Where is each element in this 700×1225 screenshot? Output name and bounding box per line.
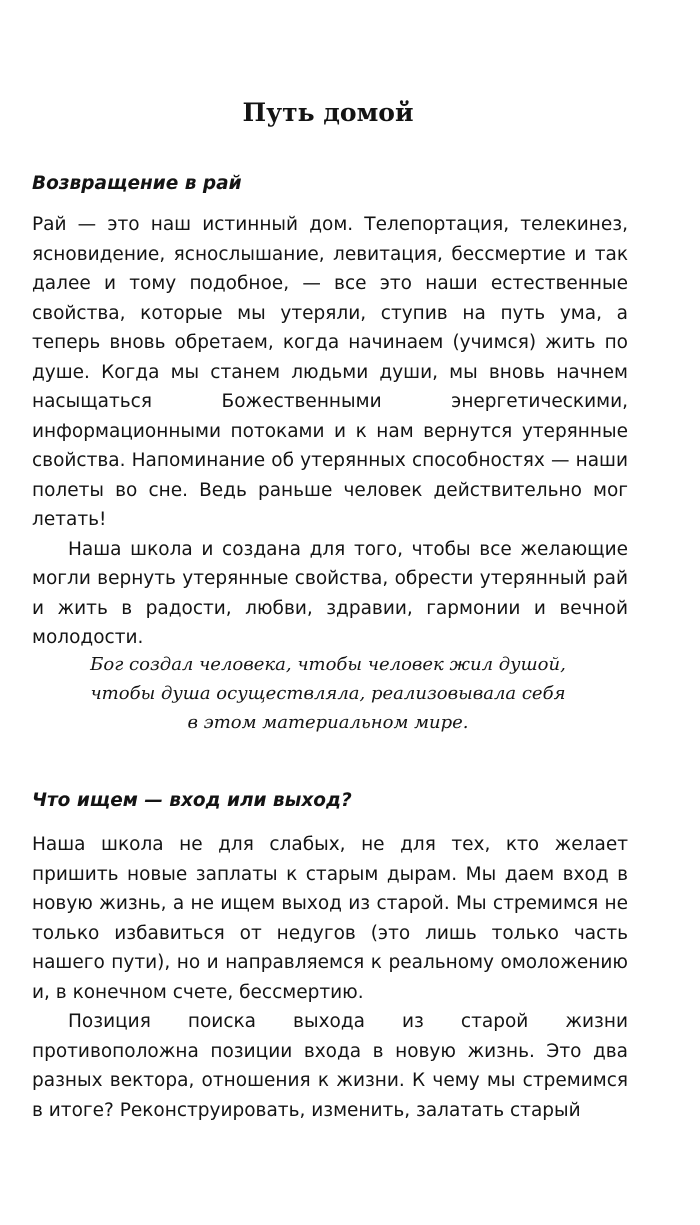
section-body-entrance-or-exit: [32, 830, 628, 1125]
paragraph: Рай — это наш истинный дом. Телепортация, телекинез, ясновидение, яснослышание, левитация, бессмертие и так далее и тому подобное, — все это наши естественные свойства, которые мы утеряли, ступив на путь ума, а теперь вновь обретаем, когда начинаем (учимся) жить по душе. Когда мы станем людьми души, мы вновь начнем насыщаться Божественными энергетическими, информационными потоками и к нам вернутся утерянные свойства. Напоминание об утерянных способностях — наши полеты во сне. Ведь раньше человек действительно мог летать!: [32, 214, 628, 530]
section-body-return-to-paradise: [32, 210, 628, 653]
section-heading-return-to-paradise: Возвращение в рай: [32, 173, 242, 194]
paragraph: Позиция поиска выхода из старой жизни противоположна позиции входа в новую жизнь. Это два разных вектора, отношения к жизни. К чему мы стремимся в итоге? Реконструировать, изменить, залатать старый: [32, 1011, 628, 1121]
paragraph: Наша школа не для слабых, не для тех, кто желает пришить новые заплаты к старым дырам. Мы даем вход в новую жизнь, а не ищем выход из старой. Мы стремимся не только избавиться от недугов (это лишь только часть нашего пути), но и направляемся к реальному омоложению и, в конечном счете, бессмертию.: [32, 834, 628, 1003]
epigraph-line: в этом материальном мире.: [187, 712, 469, 733]
chapter-title: Путь домой: [242, 98, 414, 127]
section-heading-entrance-or-exit: Что ищем — вход или выход?: [32, 790, 352, 811]
epigraph-quote: [28, 650, 628, 737]
epigraph-line: Бог создал человека, чтобы человек жил душой,: [90, 654, 566, 675]
paragraph: Наша школа и создана для того, чтобы все желающие могли вернуть утерянные свойства, обрести утерянный рай и жить в радости, любви, здравии, гармонии и вечной молодости.: [32, 538, 628, 648]
book-page: [28, 0, 628, 1225]
epigraph-line: чтобы душа осуществляла, реализовывала себя: [90, 683, 566, 704]
